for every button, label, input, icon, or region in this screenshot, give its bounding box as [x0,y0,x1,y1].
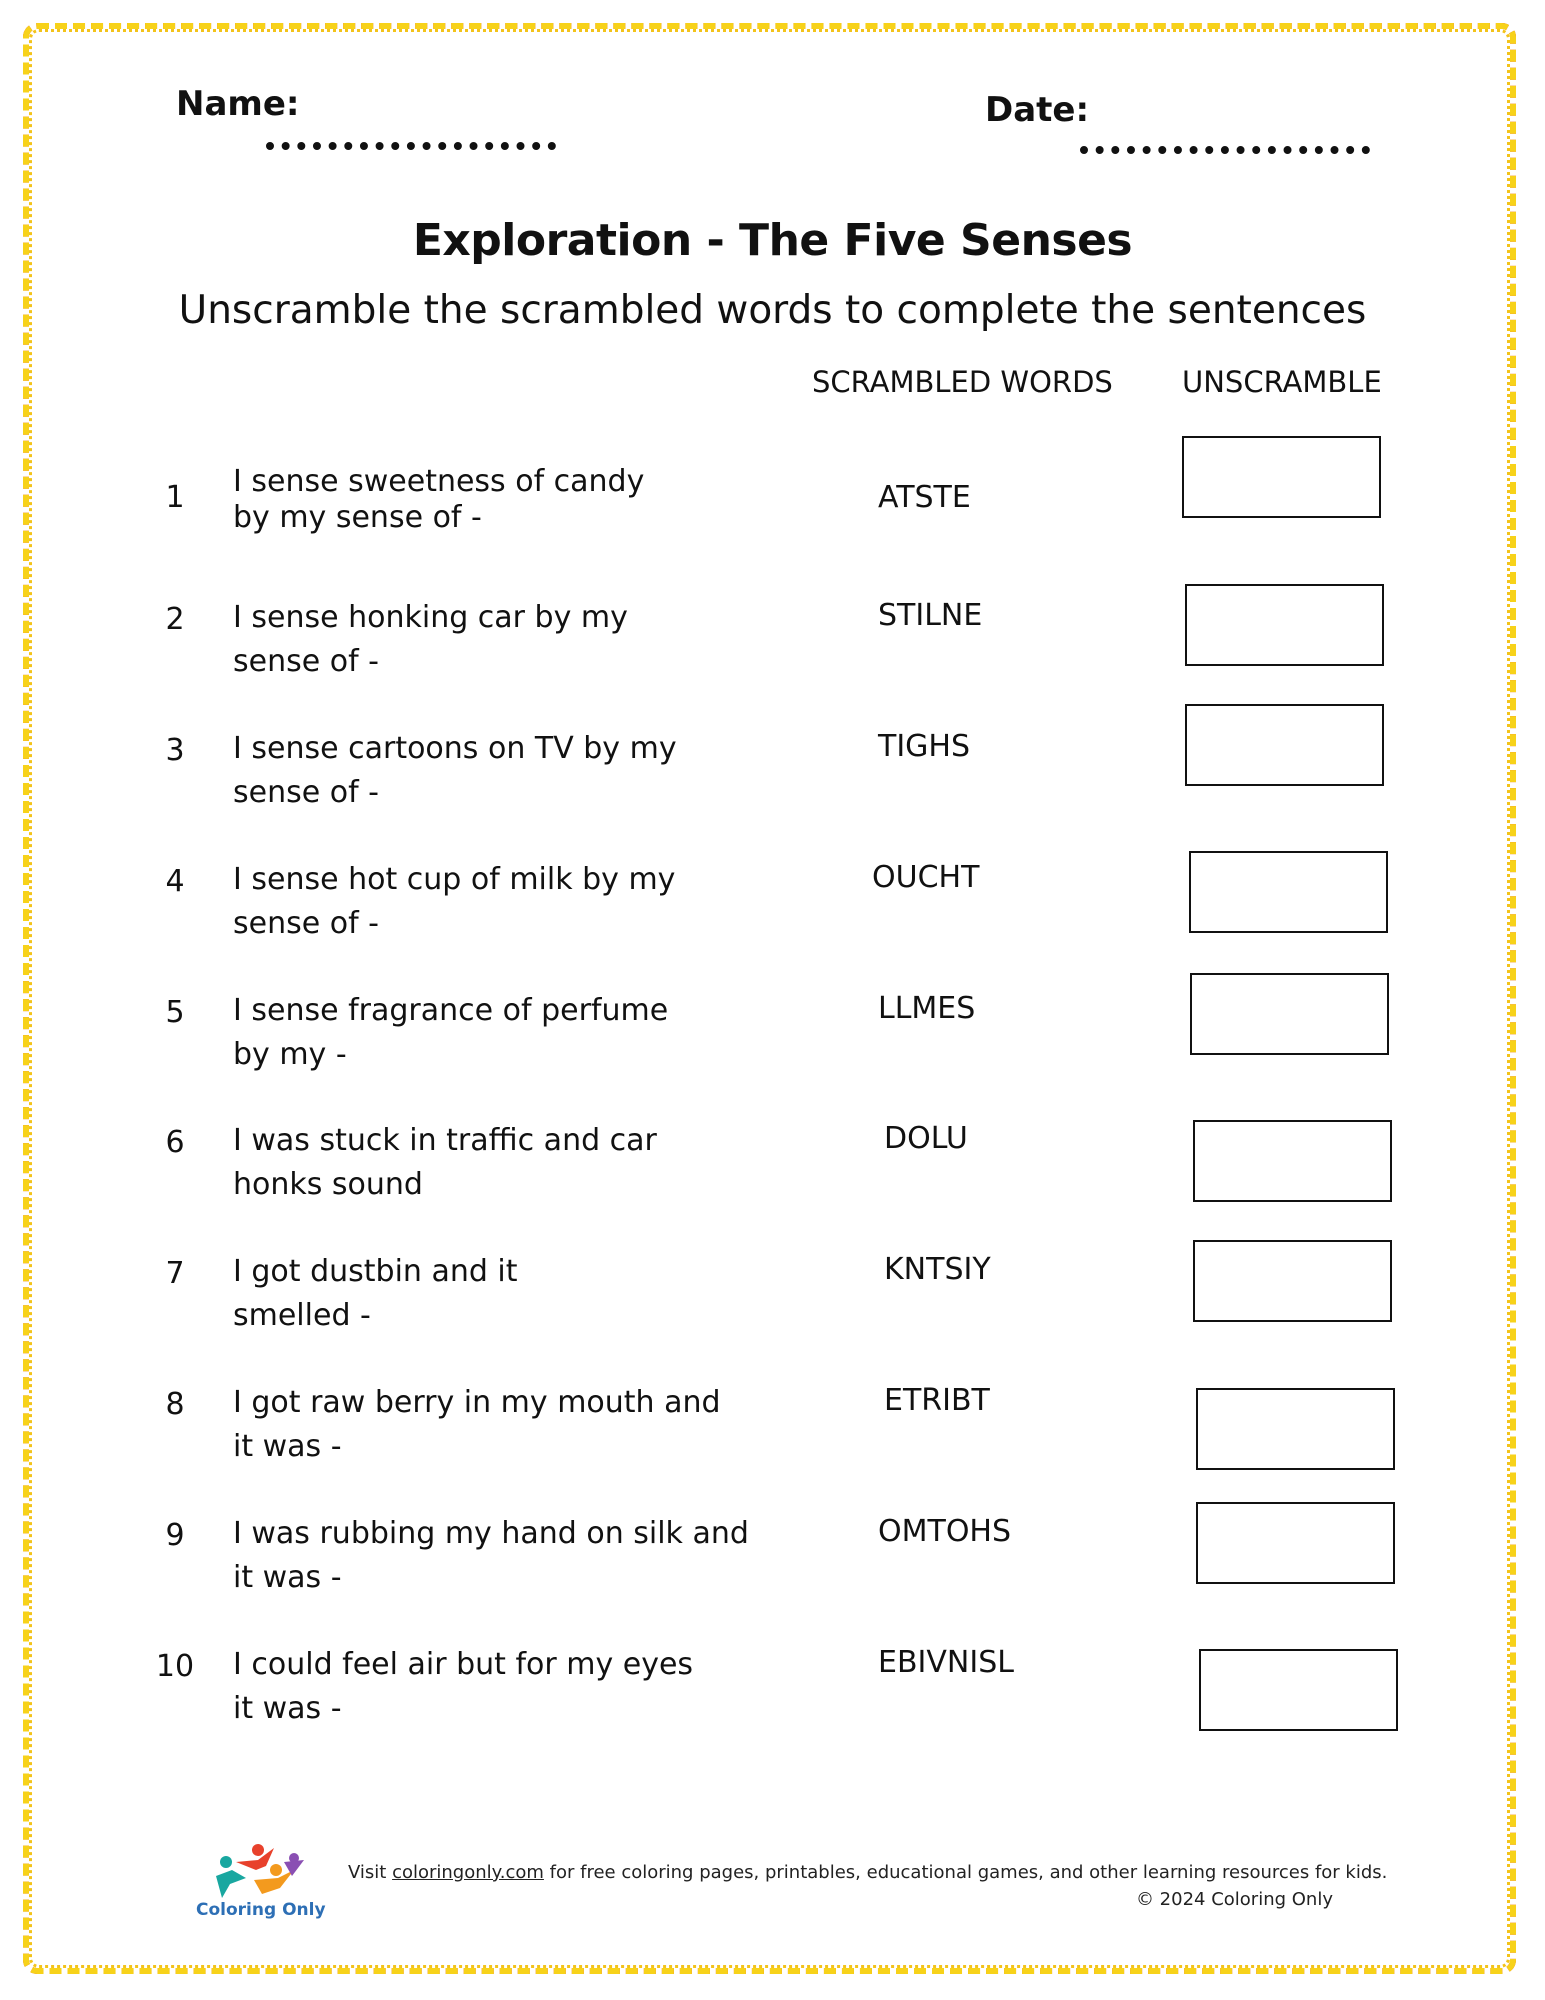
question-number: 10 [155,1649,195,1684]
question-sentence [233,1252,753,1336]
answer-box[interactable] [1199,1649,1398,1731]
question-number: 1 [165,480,185,515]
answer-box[interactable] [1193,1240,1392,1322]
question-number: 6 [165,1125,185,1160]
sentence-line-2: smelled - [233,1298,371,1333]
sentence-line-1: I could feel air but for my eyes [233,1647,694,1682]
sentence-line-1: I sense sweetness of candy [233,464,645,499]
name-write-line[interactable] [266,142,556,150]
sentence-line-2: by my - [233,1037,347,1072]
scrambled-word: LLMES [878,991,976,1026]
scrambled-word: ETRIBT [884,1383,990,1418]
scrambled-word: KNTSIY [884,1252,991,1287]
sentence-line-1: I sense hot cup of milk by my [233,862,676,897]
scrambled-words-header: SCRAMBLED WORDS [812,365,1113,399]
answer-box[interactable] [1185,704,1384,786]
question-number: 3 [165,733,185,768]
sentence-line-1: I was rubbing my hand on silk and [233,1516,749,1551]
answer-box[interactable] [1182,436,1381,518]
logo-figure-teal [220,1856,232,1868]
sentence-line-2: it was - [233,1691,342,1726]
date-write-line[interactable] [1080,146,1370,154]
question-number: 9 [165,1518,185,1553]
sentence-line-2: honks sound [233,1167,423,1202]
question-number: 4 [165,864,185,899]
copyright-text: © 2024 Coloring Only [1135,1889,1333,1910]
answer-box[interactable] [1185,584,1384,666]
logo-figure-red [252,1844,264,1856]
date-label: Date: [985,90,1090,130]
unscramble-header: UNSCRAMBLE [1182,365,1382,399]
answer-box[interactable] [1196,1502,1395,1584]
question-sentence [233,860,753,944]
logo-figure-teal-body [216,1870,246,1898]
answer-box[interactable] [1189,851,1388,933]
coloringonly-link[interactable]: coloringonly.com [392,1862,544,1883]
scrambled-word: STILNE [878,598,983,633]
worksheet-subtitle: Unscramble the scrambled words to complete the sentences [178,288,1367,333]
scrambled-word: EBIVNISL [878,1645,1014,1680]
answer-box[interactable] [1193,1120,1392,1202]
sentence-line-1: I sense honking car by my [233,600,628,635]
scrambled-word: TIGHS [878,729,971,764]
sentence-line-2: it was - [233,1429,342,1464]
scrambled-word: ATSTE [878,480,971,515]
sentence-line-1: I was stuck in traffic and car [233,1123,657,1158]
footer-visit-text [348,1862,1387,1883]
logo-text: Coloring Only [196,1900,326,1920]
question-number: 8 [165,1387,185,1422]
question-sentence [233,1383,753,1467]
sentence-line-2: sense of - [233,644,380,679]
sentence-line-1: I got dustbin and it [233,1254,518,1289]
logo-figure-orange [270,1864,282,1876]
sentence-line-2: by my sense of - [233,500,482,535]
scrambled-word: OUCHT [872,860,980,895]
worksheet-title: Exploration - The Five Senses [412,215,1133,266]
question-sentence [233,1121,753,1205]
scrambled-word: DOLU [884,1121,968,1156]
answer-box[interactable] [1196,1388,1395,1470]
question-number: 2 [165,602,185,637]
name-label: Name: [176,84,300,124]
question-sentence [233,462,753,538]
sentence-line-2: it was - [233,1560,342,1595]
question-sentence [233,1514,753,1598]
question-sentence [233,991,753,1075]
scrambled-word: OMTOHS [878,1514,1012,1549]
question-sentence [233,598,753,682]
sentence-line-1: I got raw berry in my mouth and [233,1385,721,1420]
sentence-line-2: sense of - [233,775,380,810]
footer-visit-suffix: for free coloring pages, printables, educational games, and other learning resources for kids. [543,1862,1388,1883]
sentence-line-1: I sense cartoons on TV by my [233,731,677,766]
sentence-line-2: sense of - [233,906,380,941]
question-number: 7 [165,1256,185,1291]
footer-visit-prefix: Visit [348,1862,393,1883]
question-sentence [233,729,753,813]
question-number: 5 [165,995,185,1030]
question-sentence [233,1645,753,1729]
answer-box[interactable] [1190,973,1389,1055]
sentence-line-1: I sense fragrance of perfume [233,993,669,1028]
